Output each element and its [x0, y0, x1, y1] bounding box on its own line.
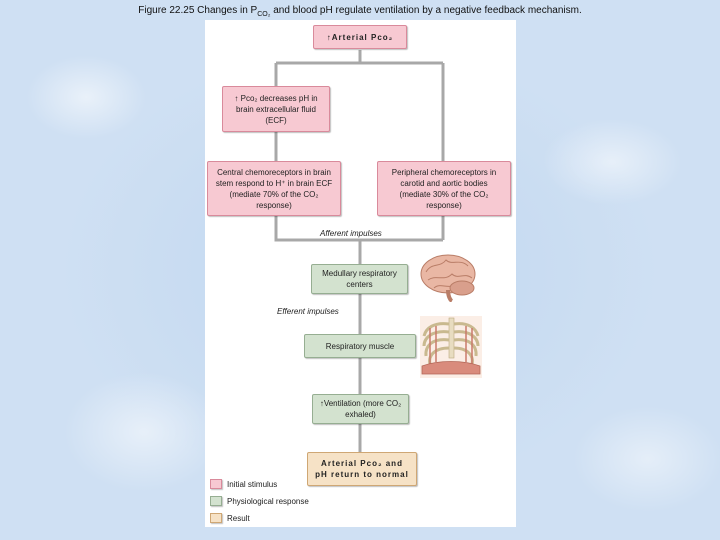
arterial-pco2-text: ↑Arterial Pco₂ [326, 32, 394, 42]
brain-illustration [418, 250, 482, 302]
result-box [307, 452, 417, 486]
legend-label-physiological: Physiological response [227, 496, 309, 506]
pco2-decreases-ph-text: ↑ Pco₂ decreases pH in brain extracellular fluid (ECF) [234, 93, 318, 125]
pco2-decreases-ph-box [222, 86, 330, 132]
peripheral-chemoreceptors-box [377, 161, 511, 216]
peripheral-chemoreceptors-text: Peripheral chemoreceptors in carotid and aortic bodies (mediate 30% of the CO₂ response) [391, 167, 497, 210]
respiratory-muscle-text: Respiratory muscle [325, 341, 395, 351]
legend-physiological-response [210, 496, 309, 506]
medullary-centers-box [311, 264, 408, 294]
medullary-centers-text: Medullary respiratory centers [322, 269, 397, 289]
central-chemoreceptors-box [207, 161, 341, 216]
afferent-impulses-label: Afferent impulses [320, 229, 382, 238]
respiratory-muscle-box [304, 334, 416, 358]
efferent-impulses-label: Efferent impulses [277, 307, 339, 316]
legend-swatch-result [210, 513, 222, 523]
caption-text: Figure 22.25 Changes in P [138, 5, 258, 16]
arterial-pco2-box [313, 25, 407, 49]
legend-result [210, 513, 250, 523]
caption-text-end: and blood pH regulate ventilation by a negative feedback mechanism. [270, 5, 582, 16]
caption-subscript: CO₂ [257, 11, 271, 18]
legend-label-result: Result [227, 513, 250, 523]
central-chemoreceptors-text: Central chemoreceptors in brain stem respond to H⁺ in brain ECF (mediate 70% of the CO₂ response) [215, 167, 333, 210]
legend-initial-stimulus [210, 479, 277, 489]
legend-swatch-initial [210, 479, 222, 489]
legend-label-initial: Initial stimulus [227, 479, 278, 489]
ventilation-text: ↑Ventilation (more CO₂ exhaled) [319, 399, 402, 419]
result-text: Arterial Pco₂ and pH return to normal [315, 459, 409, 479]
ribcage-illustration [418, 314, 484, 380]
legend-swatch-physiological [210, 496, 222, 506]
ventilation-box [312, 394, 409, 424]
